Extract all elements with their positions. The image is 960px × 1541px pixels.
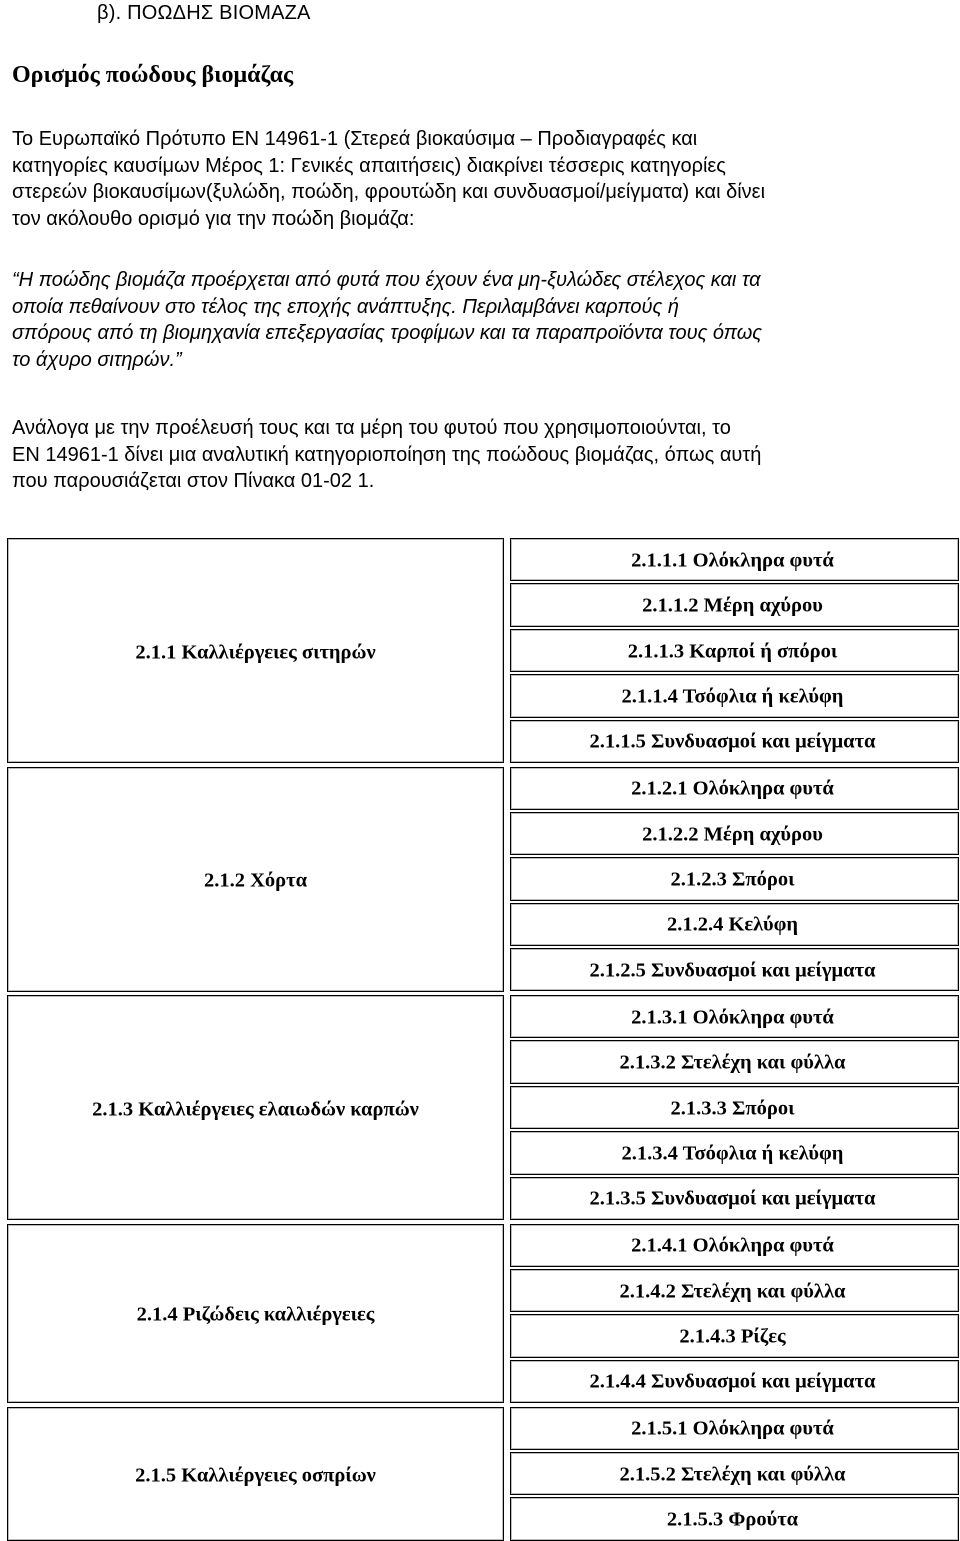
group-label: 2.1.3 Καλλιέργειες ελαιωδών καρπών [92, 1098, 419, 1120]
item-cell [510, 1497, 959, 1540]
item-label: 2.1.4.1 Ολόκληρα φυτά [631, 1234, 834, 1257]
item-label: 2.1.2.2 Μέρη αχύρου [642, 823, 823, 846]
item-cell [510, 1224, 959, 1267]
paragraph-line: ΕΝ 14961-1 δίνει μια αναλυτική κατηγοριοποίηση της ποώδους βιομάζας, όπως αυτή [12, 443, 762, 466]
group-cell [7, 1407, 504, 1541]
item-cell [510, 674, 959, 717]
intro-line: τον ακόλουθο ορισμό για την ποώδη βιομάζα: [12, 207, 415, 230]
intro-line: στερεών βιοκαυσίμων(ξυλώδη, ποώδη, φρουτώδη και συνδυασμοί/μείγματα) και δίνει [12, 181, 766, 203]
item-label: 2.1.5.2 Στελέχη και φύλλα [619, 1463, 846, 1486]
item-cell [510, 1407, 959, 1450]
item-label: 2.1.3.2 Στελέχη και φύλλα [619, 1051, 846, 1074]
section-label: β). ΠΟΩΔΗΣ ΒΙΟΜΑΖΑ [97, 2, 311, 24]
intro-line: κατηγορίες καυσίμων Μέρος 1: Γενικές απαιτήσεις) διακρίνει τέσσερις κατηγορίες [12, 154, 726, 177]
item-cell [510, 583, 959, 626]
item-cell [510, 1086, 959, 1129]
item-cell [510, 1360, 959, 1403]
item-label: 2.1.1.1 Ολόκληρα φυτά [631, 549, 834, 572]
item-cell [510, 812, 959, 855]
item-label: 2.1.2.5 Συνδυασμοί και μείγματα [589, 959, 876, 982]
item-cell [510, 538, 959, 581]
quote-line: σπόρους από τη βιομηχανία επεξεργασίας τροφίμων και τα παραπροϊόντα τους όπως [12, 322, 763, 344]
item-label: 2.1.1.4 Τσόφλια ή κελύφη [621, 685, 844, 708]
item-cell [510, 767, 959, 810]
item-label: 2.1.4.2 Στελέχη και φύλλα [619, 1280, 846, 1303]
item-label: 2.1.3.4 Τσόφλια ή κελύφη [621, 1142, 844, 1165]
item-label: 2.1.2.4 Κελύφη [666, 913, 799, 936]
section-heading: Ορισμός ποώδους βιομάζας [12, 62, 294, 88]
group-cell [7, 1224, 504, 1404]
paragraph-line: που παρουσιάζεται στον Πίνακα 01-02 1. [12, 470, 375, 492]
quote-line: “Η ποώδης βιομάζα προέρχεται από φυτά που έχουν ένα μη-ξυλώδες στέλεχος και τα [12, 269, 761, 291]
quote-line: το άχυρο σιτηρών.” [12, 348, 182, 371]
item-cell [510, 857, 959, 900]
group-label: 2.1.4 Ριζώδεις καλλιέργειες [136, 1303, 375, 1326]
group-cell [7, 538, 504, 763]
item-cell [510, 1452, 959, 1495]
item-cell [510, 629, 959, 672]
item-cell [510, 903, 959, 946]
item-cell [510, 1177, 959, 1220]
item-label: 2.1.4.4 Συνδυασμοί και μείγματα [589, 1370, 876, 1393]
item-label: 2.1.1.2 Μέρη αχύρου [642, 594, 823, 617]
paragraph-line: Ανάλογα με την προέλευσή τους και τα μέρη του φυτού που χρησιμοποιούνται, το [12, 417, 731, 439]
group-label: 2.1.2 Χόρτα [203, 869, 308, 892]
item-cell [510, 1269, 959, 1312]
item-label: 2.1.1.5 Συνδυασμοί και μείγματα [589, 730, 876, 753]
item-label: 2.1.1.3 Καρποί ή σπόροι [627, 640, 838, 662]
item-label: 2.1.2.3 Σπόροι [670, 868, 795, 891]
item-label: 2.1.3.5 Συνδυασμοί και μείγματα [589, 1187, 876, 1210]
group-label: 2.1.5 Καλλιέργειες οσπρίων [135, 1464, 376, 1487]
item-cell [510, 1314, 959, 1357]
group-cell [7, 767, 504, 992]
intro-paragraph [12, 126, 952, 232]
item-label: 2.1.5.1 Ολόκληρα φυτά [631, 1417, 834, 1440]
item-cell [510, 720, 959, 763]
definition-quote [12, 267, 952, 373]
item-label: 2.1.5.3 Φρούτα [666, 1508, 799, 1531]
item-cell [510, 1040, 959, 1083]
group-cell [7, 995, 504, 1220]
item-label: 2.1.3.3 Σπόροι [670, 1097, 795, 1119]
item-label: 2.1.4.3 Ρίζες [679, 1325, 786, 1348]
item-cell [510, 995, 959, 1038]
quote-line: οποία πεθαίνουν στο τέλος της εποχής ανάπτυξης. Περιλαμβάνει καρπούς ή [12, 295, 679, 318]
table-intro-paragraph [12, 415, 952, 495]
item-cell [510, 1131, 959, 1174]
item-label: 2.1.2.1 Ολόκληρα φυτά [631, 777, 834, 800]
intro-line: Το Ευρωπαϊκό Πρότυπο ΕΝ 14961-1 (Στερεά βιοκαύσιμα – Προδιαγραφές και [12, 128, 698, 150]
item-cell [510, 948, 959, 991]
group-label: 2.1.1 Καλλιέργειες σιτηρών [135, 641, 376, 663]
item-label: 2.1.3.1 Ολόκληρα φυτά [631, 1006, 834, 1029]
